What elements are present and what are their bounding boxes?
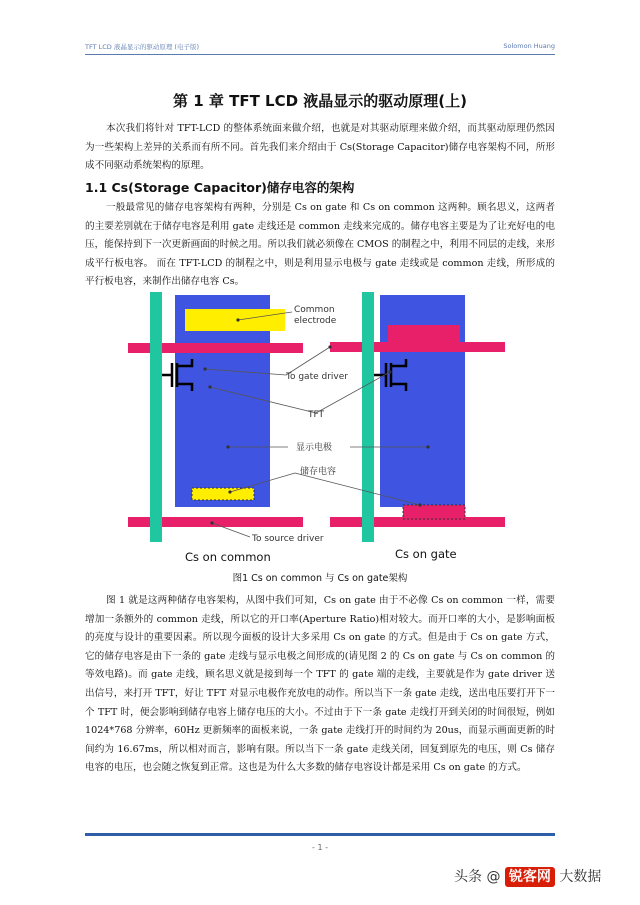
running-header bbox=[85, 42, 555, 54]
label-common-1: Common bbox=[294, 305, 335, 315]
footer-rule bbox=[85, 833, 555, 836]
figure-caption: 图1 Cs on common 与 Cs on gate架构 bbox=[232, 573, 408, 584]
left-data-line bbox=[150, 292, 162, 542]
paragraph-2: 图 1 就是这两种储存电容架构，从图中我们可知，Cs on gate 由于不必像 Cs on common 一样，需要增加一条额外的 common 走线，所以它的开口率(Aperture Ratio)相对较大。而开口率的大小，是影响面板的亮度与设计的重要因素。所以现今面板的设计大多采用 Cs on gate 的方式。但是由于 Cs on gate 方式，它的储存电容是由下一条的 gate 走线与显示电极之间形成的(请见图 2 的 Cs on gate 与 Cs on common 的等效电路)。而 gate 走线，顾名思义就是接到每一个 TFT 的 gate 端的走线，主要就是作为 gate driver 送出信号，来打开 TFT，好让 TFT 对显示电极作充放电的动作。所以当下一条 gate 走线，送出电压要打开下一个 TFT 时，便会影响到储存电容上储存电压的大小。不过由于下一条 gate 走线打开到关闭的时间很短，例如 1024*768 分辨率，60Hz 更新频率的面板来说，一条 gate 走线打开的时间约为 20us，而显示画面更新的时间约为 16.67ms，所以相对而言，影响有限。所以当下一条 gate 走线关闭，回复到原先的电压，则 Cs 储存电容的电压，也会随之恢复到正常。这也是为什么大多数的储存电容设计都是采用 Cs on gate 的方式。 bbox=[85, 595, 555, 774]
right-data-line bbox=[362, 292, 374, 542]
page-number: - 1 - bbox=[312, 843, 328, 852]
header-left: TFT LCD 液晶显示的驱动原理 (电子版) bbox=[85, 43, 200, 51]
label-to-gate-driver: To gate driver bbox=[286, 372, 348, 382]
watermark-site: 锐客网 bbox=[505, 867, 555, 887]
left-storage-capacitor bbox=[192, 488, 254, 500]
storage-capacitor-figure bbox=[120, 287, 520, 587]
intro-paragraph: 本次我们将针对 TFT-LCD 的整体系统面来做介绍，也就是对其驱动原理来做介绍，而其驱动原理仍然因为一些架构上差异的关系而有所不同。首先我们来介绍由于 Cs(Storage Capacitor)储存电容架构不同，所形成不同驱动系统架构的原理。 bbox=[85, 123, 555, 172]
label-cs-on-gate: Cs on gate bbox=[395, 547, 457, 561]
label-display-electrode: 显示电极 bbox=[296, 443, 333, 453]
watermark-prefix: 头条 @ bbox=[454, 869, 501, 885]
label-tft: TFT bbox=[308, 410, 325, 420]
watermark bbox=[454, 866, 601, 896]
label-to-source-driver: To source driver bbox=[252, 534, 324, 544]
chapter-title: 第 1 章 TFT LCD 液晶显示的驱动原理(上) bbox=[173, 92, 467, 110]
right-storage-capacitor bbox=[403, 505, 465, 519]
label-cs-on-common: Cs on common bbox=[185, 550, 271, 564]
label-common-2: electrode bbox=[294, 316, 337, 326]
header-right: Solomon Huang bbox=[503, 42, 555, 50]
watermark-suffix: 大数据 bbox=[559, 869, 602, 885]
left-common-electrode bbox=[185, 309, 285, 331]
section-heading: 1.1 Cs(Storage Capacitor)储存电容的架构 bbox=[85, 180, 355, 195]
paragraph-1: 一般最常见的储存电容架构有两种，分别是 Cs on gate 和 Cs on common 这两种。顾名思义，这两者的主要差别就在于储存电容是利用 gate 走线还是 common 走线来完成的。储存电容主要是为了让充好电的电压，能保持到下一次更新画面的时候之用。所以我们就必须像在 CMOS 的制程之中，利用不同层的走线，来形成平行板电容。 而在 TFT-LCD 的制程之中，则是利用显示电极与 gate 走线或是 common 走线，所形成的平行板电容，来制作出储存电容 Cs。 bbox=[85, 202, 555, 288]
label-storage-capacitor: 储存电容 bbox=[300, 467, 337, 477]
header-rule bbox=[85, 54, 555, 55]
right-gate-electrode bbox=[388, 325, 460, 347]
